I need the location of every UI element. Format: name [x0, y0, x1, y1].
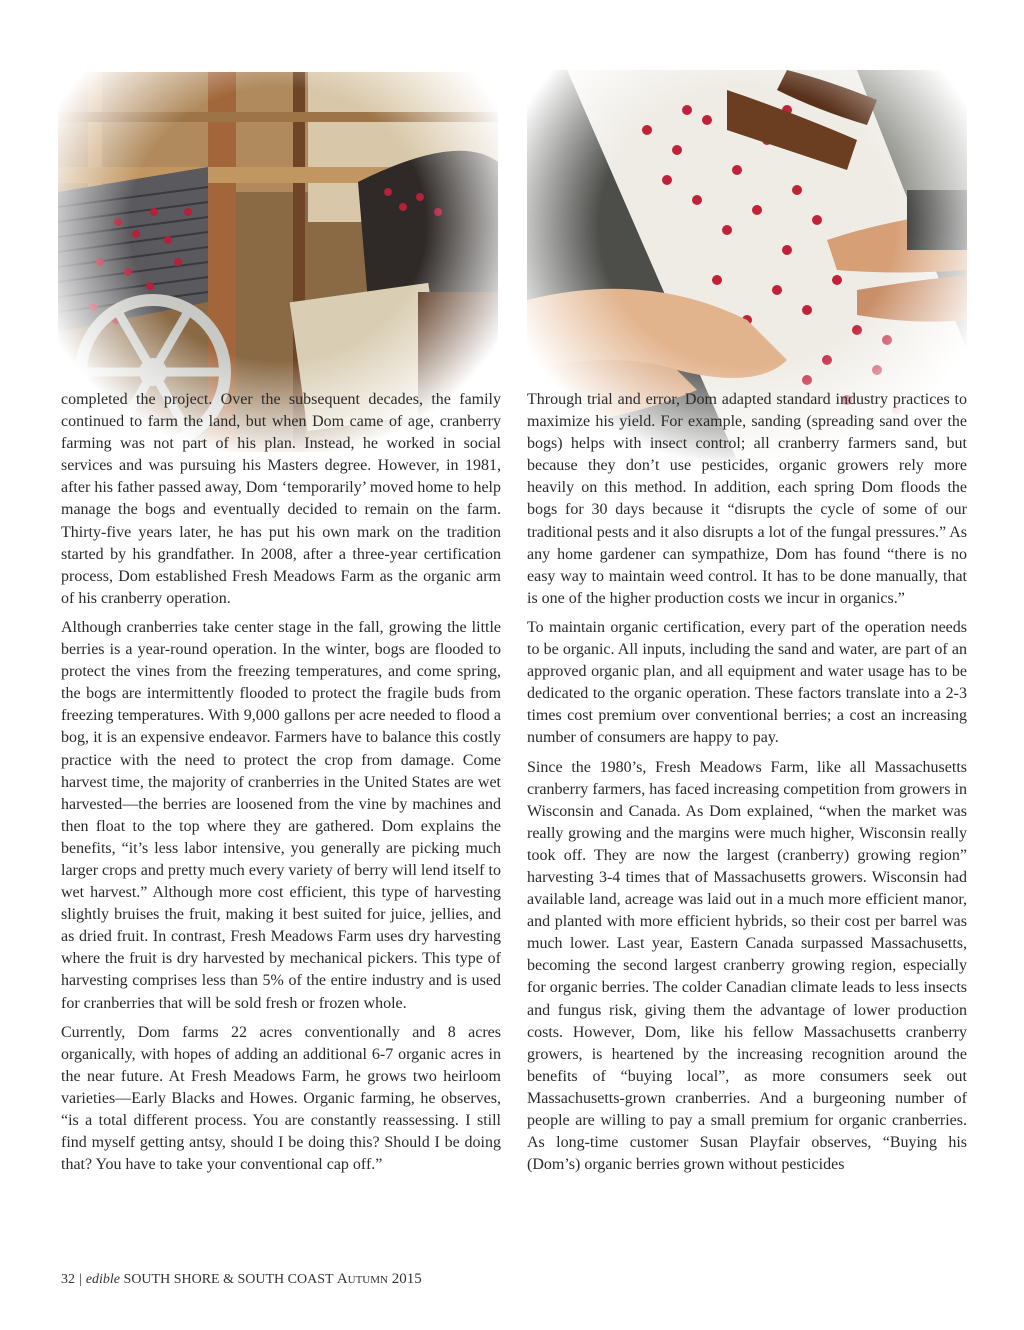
right-paragraph-3: Since the 1980’s, Fresh Meadows Farm, like all Massachusetts cranberry farmers, has faced increasing competition from growers in Wisconsin and Canada. As Dom explained, “when the market was really growing and the margins were much higher, Wisconsin really took off. They are now the largest (cranberry) growing region” harvesting 3-4 times that of Massachusetts growers. Wisconsin had available land, acreage was laid out in a much more efficient manor, and planted with more efficient hybrids, so their cost per barrel was much lower. Last year, Eastern Canada surpassed Massachusetts, becoming the second largest cranberry growing region, especially for organic berries. The colder Canadian climate leads to less insects and fungus risk, giving them the advantage of lower production costs. However, Dom, like his fellow Massachusetts cranberry growers, is heartened by the increasing recognition around the benefits of “buying local”, as more consumers seek out Massachusetts-grown cranberries. And a burgeoning number of people are willing to pay a small premium for organic cranberries. As long-time customer Susan Playfair observes, “Buying his (Dom’s) organic berries grown without pesticides — [527, 758, 967, 1174]
issue-label: Autumn 2015 — [336, 1271, 422, 1287]
magazine-region: SOUTH SHORE & SOUTH COAST — [123, 1272, 334, 1287]
page-number: 32 — [61, 1272, 75, 1287]
page-footer — [61, 1271, 422, 1288]
right-article-column — [527, 389, 967, 1183]
right-paragraph-1: Through trial and error, Dom adapted standard industry practices to maximize his yield. For example, sanding (spreading sand over the bogs) helps with insect control; all cranberry farmers sand, but because they don’t use pesticides, organic growers rely more heavily on this method. In addition, each spring Dom floods the bogs for 30 days because it “disrupts the cycle of some of our traditional pests and it also disrupts a lot of the fungal pressures.” As any home gardener can sympathize, Dom has found “there is no easy way to maintain weed control. It has to be done manually, that is one of the higher production costs we incur in organics.” — [527, 391, 967, 607]
left-paragraph-2: Although cranberries take center stage in the fall, growing the little berries is a year-round operation. In the winter, bogs are flooded to protect the vines from the freezing temperatures, and come spring, the bogs are intermittently flooded to protect the fragile buds from freezing temperatures. With 9,000 gallons per acre needed to flood a bog, it is an expensive endeavor. Farmers have to balance this costly practice with the need to protect the crop from damage. Come harvest time, the majority of cranberries in the United States are wet harvested—the berries are loosened from the vine by machines and then float to the top where they are gathered. Dom explains the benefits, “it’s less labor intensive, you generally are picking much larger crops and pretty much every variety of berry will lend itself to wet harvest.” Although more cost efficient, this type of harvesting slightly bruises the fruit, making it best suited for juice, jellies, and as dried fruit. In contrast, Fresh Meadows Farm uses dry harvesting where the fruit is dry harvested by mechanical pickers. This type of harvesting comprises less than 5% of the entire industry and is used for cranberries that will be sold fresh or frozen whole. — [61, 618, 501, 1012]
magazine-name: edible — [85, 1272, 121, 1287]
left-paragraph-3: Currently, Dom farms 22 acres conventionally and 8 acres organically, with hopes of adding an additional 6-7 organic acres in the near future. At Fresh Meadows Farm, he grows two heirloom varieties—Early Blacks and Howes. Organic farming, he observes, “is a total different process. You are constantly reassessing. I still find myself getting antsy, should I be doing this? Should I be doing that? You have to take your conventional cap off.” — [61, 1023, 501, 1174]
right-paragraph-2: To maintain organic certification, every part of the operation needs to be organic. All inputs, including the sand and water, are part of an approved organic plan, and all equipment and water usage has to be dedicated to the organic operation. These factors translate into a 2-3 times cost premium over conventional berries; a cost an increasing number of consumers are happy to pay. — [527, 618, 967, 747]
left-article-column — [61, 389, 501, 1183]
footer-separator: | — [79, 1272, 82, 1287]
left-paragraph-1: completed the project. Over the subsequent decades, the family continued to farm the land, but when Dom came of age, cranberry farming was not part of his plan. Instead, he worked in social services and was pursuing his Masters degree. However, in 1981, after his father passed away, Dom ‘temporarily’ moved home to help manage the bogs and eventually decided to remain on the farm. Thirty-five years later, he has put his own mark on the tradition started by his grandfather. In 2008, after a three-year certification process, Dom established Fresh Meadows Farm as the organic arm of his cranberry operation. — [61, 391, 501, 607]
